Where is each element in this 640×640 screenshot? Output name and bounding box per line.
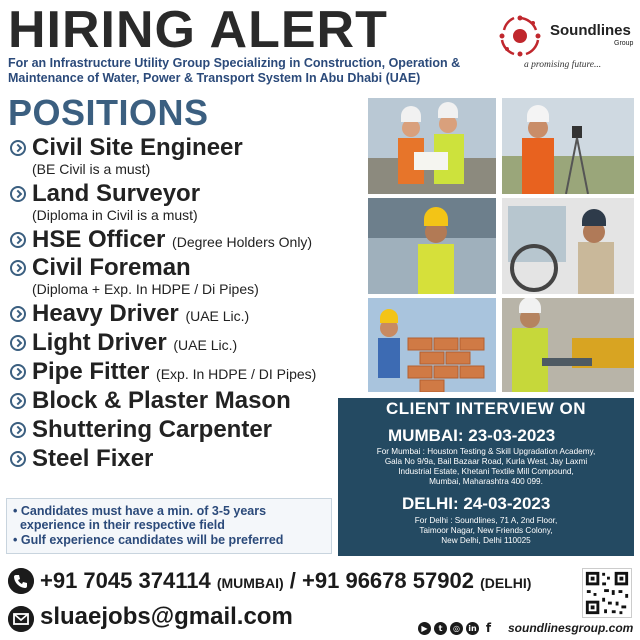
delhi-address-line: New Delhi, Delhi 110025	[441, 536, 531, 545]
requirement-line: • Gulf experience candidates will be preferred	[13, 533, 284, 547]
website-link[interactable]: soundlinesgroup.com	[508, 621, 634, 635]
position-item	[10, 254, 370, 300]
position-title: Civil Site Engineer	[32, 134, 243, 161]
client-interview-panel	[338, 398, 634, 556]
chevron-right-icon	[10, 393, 26, 409]
logo-tagline: a promising future...	[524, 60, 602, 70]
position-item	[10, 300, 370, 329]
requirement-line: • Candidates must have a min. of 3-5 years	[13, 504, 267, 518]
mumbai-address-line: Gala No 9/9a, Bail Bazaar Road, Kurla West, Jay Laxmi	[384, 457, 588, 466]
position-item	[10, 226, 370, 254]
pipe-fitter-photo	[502, 298, 634, 392]
delhi-address-line: For Delhi : Soundlines, 71 A, 2nd Floor,	[414, 516, 558, 525]
chevron-right-icon	[10, 186, 26, 202]
positions-heading: POSITIONS	[8, 92, 209, 133]
position-title: Land Surveyor	[32, 180, 201, 207]
mumbai-interview-date: MUMBAI: 23-03-2023	[388, 426, 556, 445]
interview-heading: CLIENT INTERVIEW ON	[386, 399, 586, 418]
position-item	[10, 445, 370, 474]
worker-photo-collage	[368, 98, 634, 392]
delhi-address-line: Taimoor Nagar, New Friends Colony,	[419, 526, 553, 535]
position-note: (Degree Holders Only)	[172, 234, 313, 250]
company-logo	[498, 14, 638, 74]
engineers-reviewing-plans-photo	[368, 98, 496, 194]
chevron-right-icon	[10, 232, 26, 248]
email-icon	[8, 606, 34, 632]
position-title	[32, 329, 370, 359]
requirement-line: experience in their respective field	[13, 518, 225, 532]
position-title-text: Pipe Fitter	[32, 358, 150, 385]
position-item	[10, 180, 370, 226]
page-headline: HIRING ALERT	[8, 1, 388, 59]
truck-driver-photo	[502, 198, 634, 294]
delhi-interview-date: DELHI: 24-03-2023	[402, 494, 551, 513]
chevron-right-icon	[10, 422, 26, 438]
facebook-icon[interactable]: f	[485, 621, 492, 635]
position-title: Shuttering Carpenter	[32, 416, 273, 443]
instagram-icon[interactable]: ◎	[450, 622, 463, 635]
email-link[interactable]: sluaejobs@gmail.com	[40, 603, 293, 630]
mumbai-phone-city: (MUMBAI)	[216, 575, 284, 591]
position-note: (BE Civil is a must)	[32, 161, 151, 177]
mason-brickwork-photo	[368, 298, 496, 392]
position-title: Civil Foreman	[32, 254, 191, 281]
safety-officer-photo	[368, 198, 496, 294]
phone-icon	[8, 568, 34, 594]
chevron-right-icon	[10, 306, 26, 322]
position-title	[32, 300, 370, 330]
position-item	[10, 329, 370, 358]
position-item	[10, 387, 370, 416]
position-note: (UAE Lic.)	[185, 308, 250, 324]
mumbai-address-line: For Mumbai : Houston Testing & Skill Upgradation Academy,	[376, 447, 596, 456]
chevron-right-icon	[10, 335, 26, 351]
position-title-text: Heavy Driver	[32, 300, 179, 327]
position-title-text: Light Driver	[32, 329, 167, 356]
position-item	[10, 358, 370, 387]
chevron-right-icon	[10, 364, 26, 380]
phone-numbers	[40, 567, 531, 597]
positions-list	[10, 134, 370, 474]
position-title	[32, 358, 370, 388]
chevron-right-icon	[10, 451, 26, 467]
logo-group-label: Group	[614, 40, 634, 47]
twitter-icon[interactable]: t	[434, 622, 447, 635]
position-title	[32, 226, 370, 256]
position-title: Block & Plaster Mason	[32, 387, 291, 414]
phone-separator: /	[283, 568, 303, 593]
soundlines-logo-icon	[498, 14, 542, 58]
youtube-icon[interactable]: ▶	[418, 622, 431, 635]
mumbai-address-line: Mumbai, Maharashtra 400 099.	[429, 477, 543, 486]
chevron-right-icon	[10, 140, 26, 156]
logo-name: Soundlines	[550, 22, 631, 39]
company-description: For an Infrastructure Utility Group Specializing in Construction, Operation & Maintenance of Water, Power & Transport System In Abu Dhabi (UAE)	[8, 56, 461, 85]
linkedin-icon[interactable]: in	[466, 622, 479, 635]
position-title-text: HSE Officer	[32, 226, 166, 253]
delhi-phone-link[interactable]: +91 96678 57902	[302, 568, 474, 593]
position-item	[10, 416, 370, 445]
position-note: (Diploma in Civil is a must)	[32, 207, 198, 223]
mumbai-phone-link[interactable]: +91 7045 374114	[40, 568, 211, 593]
position-item	[10, 134, 370, 180]
position-note: (UAE Lic.)	[173, 337, 238, 353]
position-title: Steel Fixer	[32, 445, 154, 472]
qr-code-icon[interactable]	[582, 568, 632, 618]
position-note: (Diploma + Exp. In HDPE / Di Pipes)	[32, 281, 259, 297]
land-surveyor-photo	[502, 98, 634, 194]
mumbai-address-line: Industrial Estate, Khetani Textile Mill Compound,	[398, 467, 574, 476]
requirements-box	[6, 498, 332, 554]
chevron-right-icon	[10, 260, 26, 276]
delhi-phone-city: (DELHI)	[480, 575, 532, 591]
position-note: (Exp. In HDPE / DI Pipes)	[156, 366, 317, 382]
